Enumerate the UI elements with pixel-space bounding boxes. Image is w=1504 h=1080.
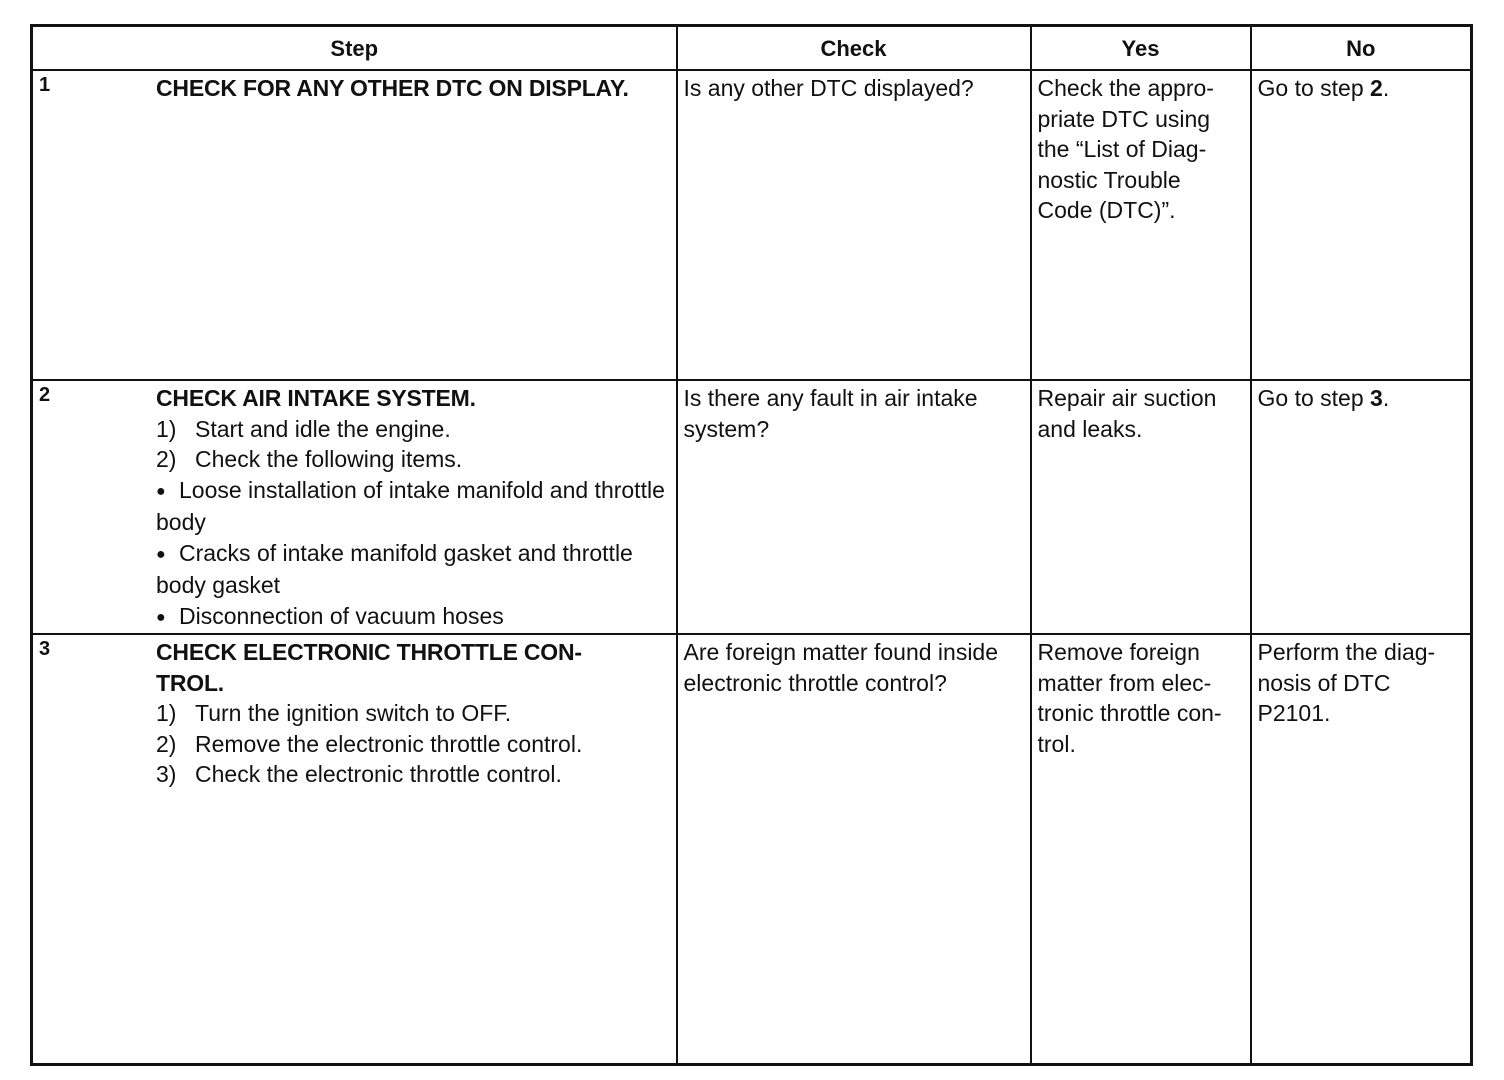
bullet-dot-icon: ● xyxy=(156,482,166,500)
substep-number: 2) xyxy=(156,730,177,757)
no-action xyxy=(1252,381,1471,414)
diagnostic-table xyxy=(30,24,1473,1066)
yes-action: Check the appro- priate DTC using the “List of Diag- nostic Trouble Code (DTC)”. xyxy=(1037,75,1214,223)
substep-text: Check the following items. xyxy=(195,446,463,472)
step-body xyxy=(156,635,676,790)
check-cell xyxy=(677,70,1031,380)
bullet-item xyxy=(156,601,672,634)
table-row xyxy=(32,380,1472,634)
substep-number: 3) xyxy=(156,761,177,787)
substep-text: Check the electronic throttle control. xyxy=(195,761,562,787)
header-row xyxy=(32,26,1472,71)
header-no: No xyxy=(1251,26,1472,71)
substep-number: 1) xyxy=(156,700,177,726)
table-row xyxy=(32,634,1472,1064)
yes-cell xyxy=(1031,70,1251,380)
check-question: Are foreign matter found inside electronic throttle control? xyxy=(683,639,999,696)
bullet-text: Disconnection of vacuum hoses xyxy=(179,602,504,629)
header-step: Step xyxy=(32,26,677,71)
step-title: CHECK AIR INTAKE SYSTEM. xyxy=(156,385,476,411)
step-body xyxy=(156,381,676,633)
substep xyxy=(156,759,672,790)
substep-number: 1) xyxy=(156,415,177,442)
no-cell xyxy=(1251,634,1472,1064)
table-row xyxy=(32,70,1472,380)
yes-cell xyxy=(1031,634,1251,1064)
no-cell xyxy=(1251,380,1472,634)
substep xyxy=(156,414,672,445)
step-body xyxy=(156,71,676,104)
substep xyxy=(156,444,672,475)
no-action-suffix: . xyxy=(1382,385,1390,411)
yes-action: Repair air suction and leaks. xyxy=(1037,385,1217,442)
no-action-suffix: . xyxy=(1382,75,1390,101)
no-action-step-number: 3 xyxy=(1370,385,1383,411)
step-cell xyxy=(32,634,677,1064)
no-cell xyxy=(1251,70,1472,380)
yes-action: Remove foreign matter from elec- tronic throttle con- trol. xyxy=(1037,639,1222,757)
step-number: 3 xyxy=(39,638,51,660)
no-action-prefix: Go to step xyxy=(1257,75,1371,101)
check-question: Is any other DTC displayed? xyxy=(683,75,974,101)
bullet-text: Cracks of intake manifold gasket and throttle body gasket xyxy=(156,539,633,598)
check-question: Is there any fault in air intake system? xyxy=(683,385,978,442)
step-cell xyxy=(32,380,677,634)
header-check: Check xyxy=(677,26,1031,71)
substep-text: Start and idle the engine. xyxy=(195,415,451,442)
bullet-dot-icon: ● xyxy=(156,545,166,563)
no-action xyxy=(1252,71,1471,104)
no-action-prefix: Go to step xyxy=(1257,385,1371,411)
substep xyxy=(156,729,672,760)
bullet-dot-icon: ● xyxy=(156,608,166,626)
substep-number: 2) xyxy=(156,446,177,472)
step-number: 1 xyxy=(39,74,51,96)
step-title: CHECK FOR ANY OTHER DTC ON DISPLAY. xyxy=(156,75,629,101)
bullet-item xyxy=(156,475,672,538)
substep-text: Turn the ignition switch to OFF. xyxy=(195,700,512,726)
check-cell xyxy=(677,380,1031,634)
check-cell xyxy=(677,634,1031,1064)
substep xyxy=(156,698,672,729)
yes-cell xyxy=(1031,380,1251,634)
step-cell xyxy=(32,70,677,380)
no-action-step-number: 2 xyxy=(1370,75,1383,101)
header-yes: Yes xyxy=(1031,26,1251,71)
bullet-item xyxy=(156,538,672,601)
step-number: 2 xyxy=(39,384,51,406)
substep-text: Remove the electronic throttle control. xyxy=(195,730,583,757)
step-title: CHECK ELECTRONIC THROTTLE CON- TROL. xyxy=(156,639,582,696)
no-action: Perform the diag- nosis of DTC P2101. xyxy=(1257,639,1436,726)
bullet-text: Loose installation of intake manifold and throttle body xyxy=(156,476,665,535)
